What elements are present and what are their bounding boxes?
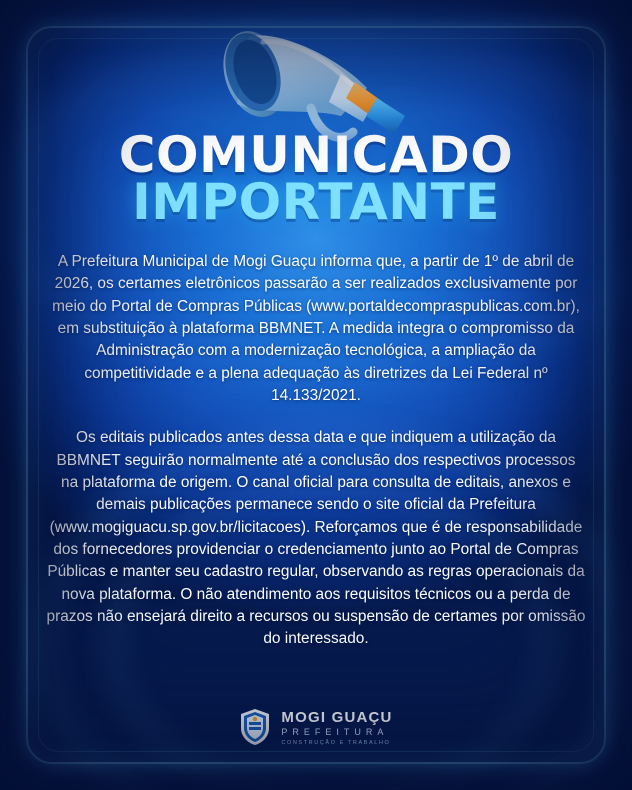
title-line-secondary: IMPORTANTE [132, 172, 500, 231]
announcement-body [46, 251, 586, 651]
paragraph-2: Os editais publicados antes dessa data e que indiquem a utilização da BBMNET seguirão normalmente até a conclusão dos respectivos processos na plataforma de origem. O canal oficial para consulta de editais, anexos e demais publicações permanece sendo o site oficial da Prefeitura (www.mogiguacu.sp.gov.br/licitacoes). Reforçamos que é de responsabilidade dos fornecedores providenciar o credenciamento junto ao Portal de Compras Públicas e manter seu cadastro regular, observando as regras operacionais da nova plataforma. O não atendimento aos requisitos técnicos ou a perda de prazos não ensejará direito a recursos ou suspensão de certames por omissão do interessado. [46, 429, 586, 648]
footer-logo [0, 708, 632, 746]
title-line-primary: COMUNICADO [118, 126, 514, 184]
footer-logo-tagline: CONSTRUÇÃO E TRABALHO [281, 739, 391, 746]
paragraph-1: A Prefeitura Municipal de Mogi Guaçu informa que, a partir de 1º de abril de 2026, os certames eletrônicos passarão a ser realizados exclusivamente por meio do Portal de Compras Públicas (www.portaldecompraspublicas.com.br), em substituição à plataforma BBMNET. A medida integra o compromisso da Administração com a modernização tecnológica, a ampliação da competitividade e a plena adequação às diretrizes da Lei Federal nº 14.133/2021. [52, 253, 580, 404]
footer-logo-subtitle: PREFEITURA [281, 726, 389, 737]
footer-text-block [281, 709, 392, 746]
city-crest-icon [239, 708, 271, 746]
footer-logo-title: MOGI GUAÇU [281, 708, 393, 726]
page-title [46, 126, 586, 231]
